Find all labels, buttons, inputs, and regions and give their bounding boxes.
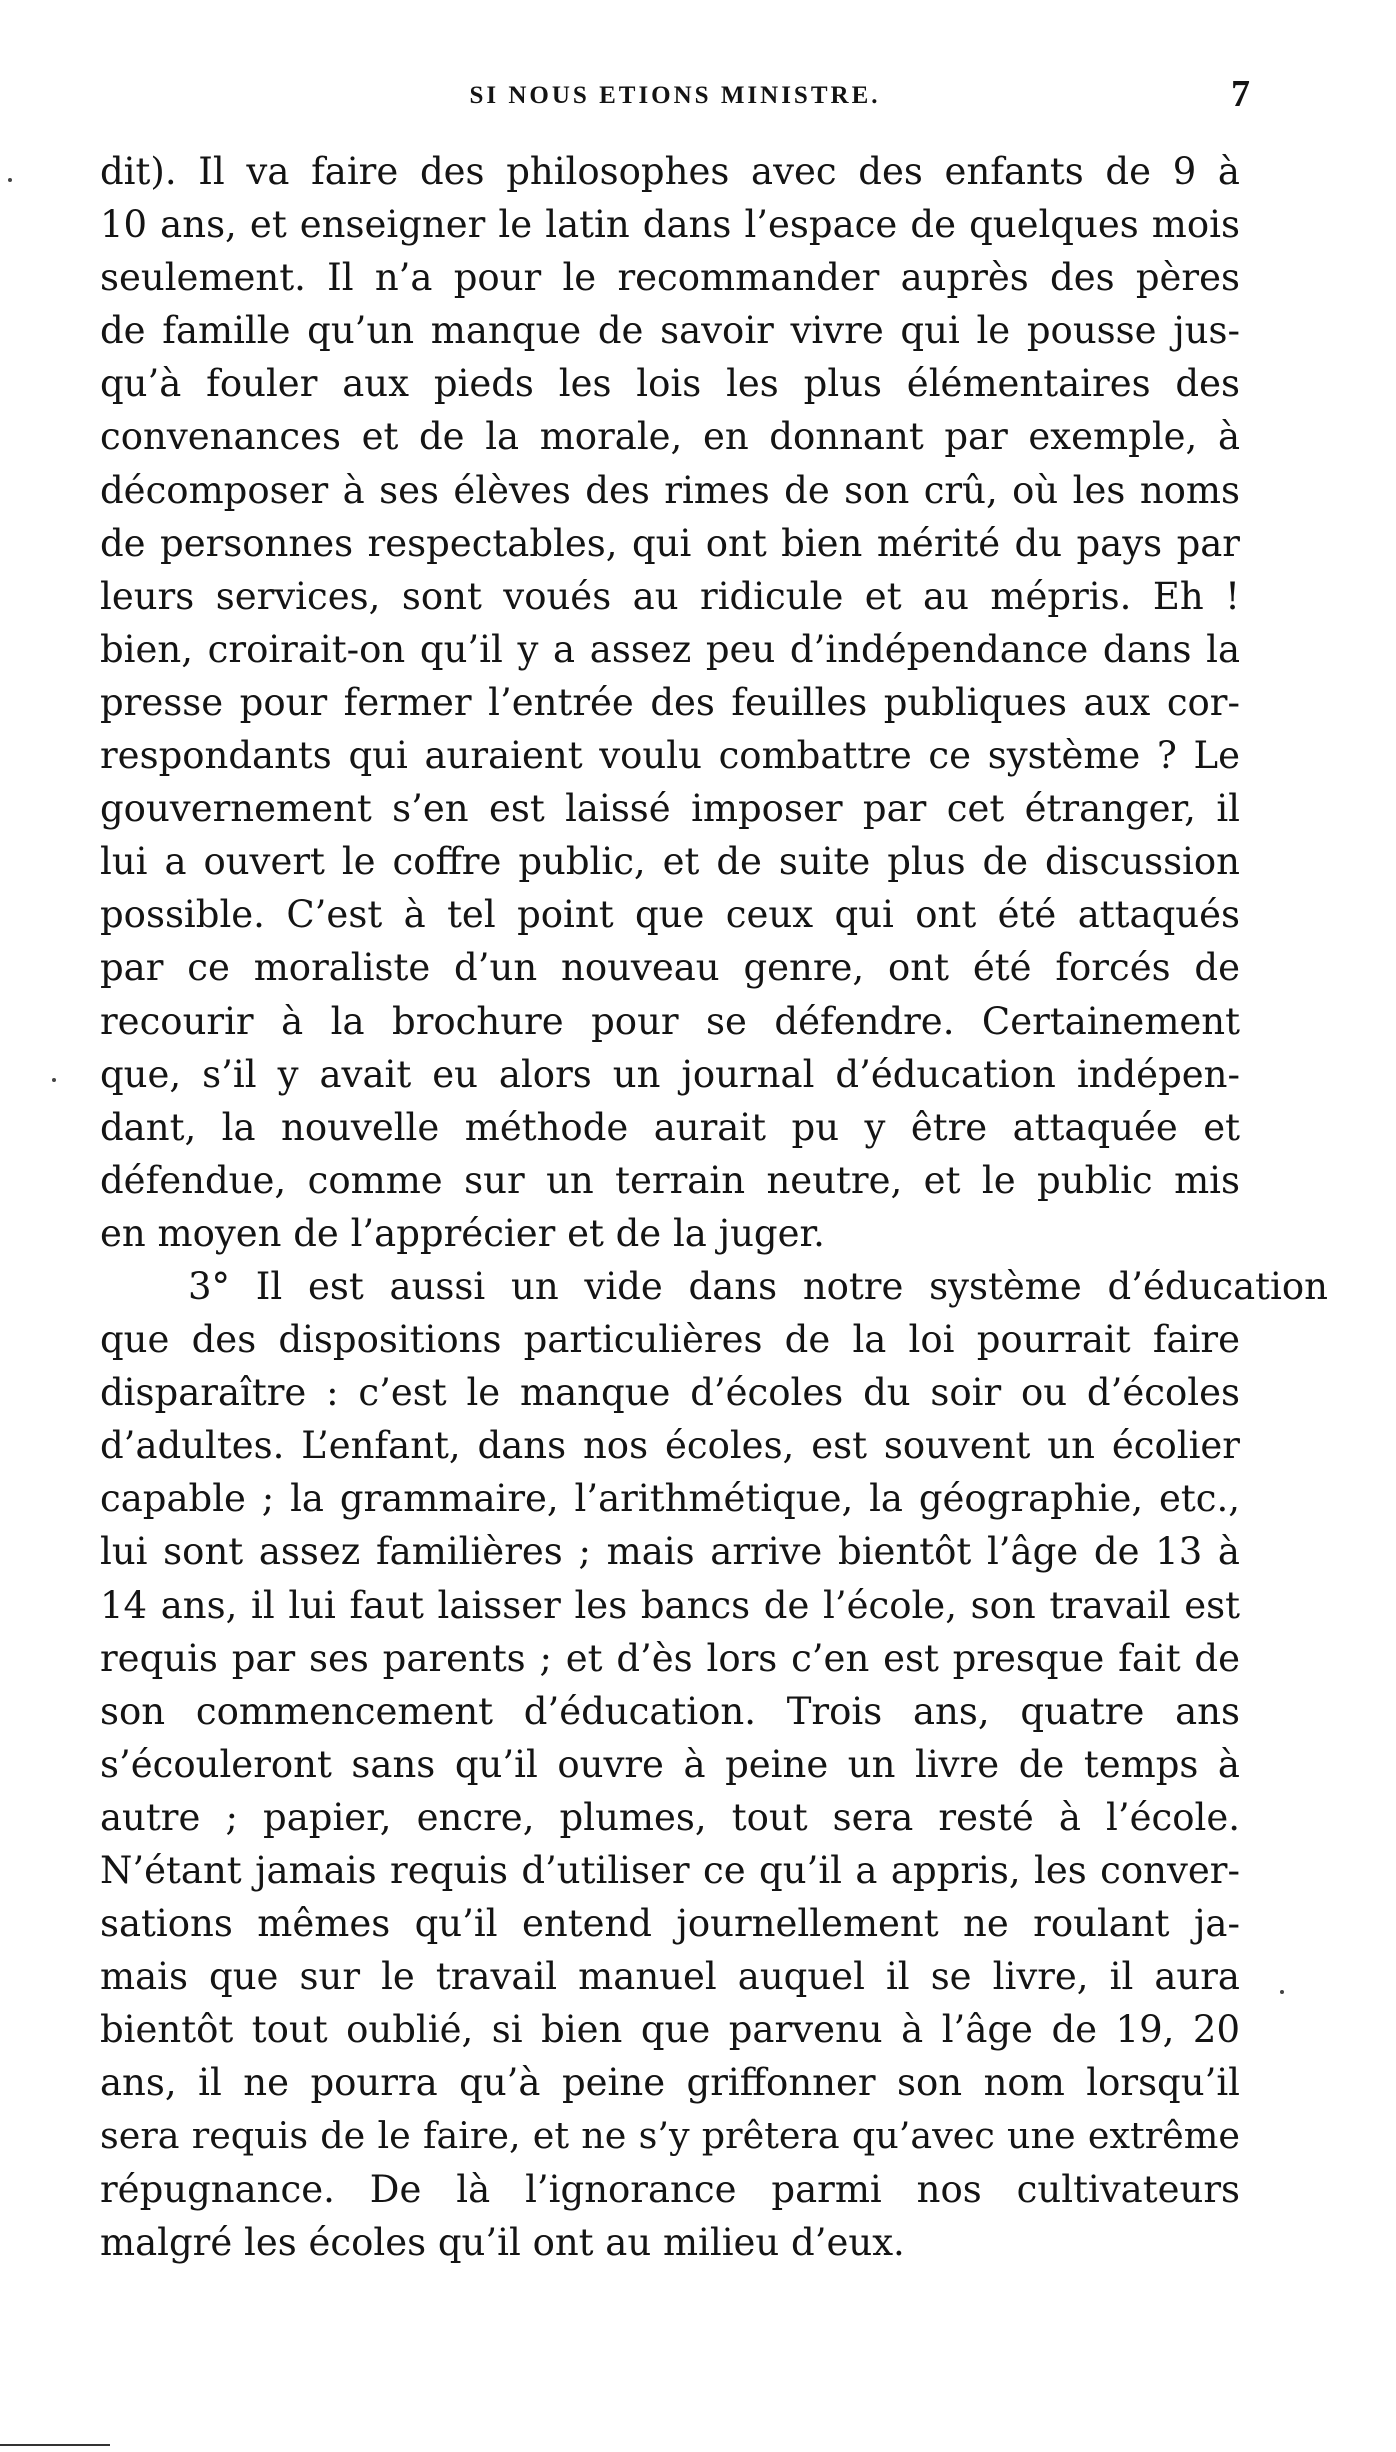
text-line: possible. C’est à tel point que ceux qui ont été attaqués <box>100 893 1240 937</box>
text-line: bien, croirait-on qu’il y a assez peu d’indépendance dans la <box>100 627 1240 671</box>
text-line: qu’à fouler aux pieds les lois les plus élémentaires des <box>100 362 1240 406</box>
paragraph <box>100 145 1240 1260</box>
running-head <box>100 68 1250 128</box>
text-line: bientôt tout oublié, si bien que parvenu à l’âge de 19, 20 <box>100 2008 1240 2052</box>
text-line: N’étant jamais requis d’utiliser ce qu’il a appris, les conver- <box>100 1849 1240 1892</box>
text-line: que des dispositions particulières de la loi pourrait faire <box>100 1318 1240 1362</box>
text-line: convenances et de la morale, en donnant par exemple, à <box>100 415 1240 459</box>
text-line: respondants qui auraient voulu combattre ce système ? Le <box>100 734 1240 778</box>
text-line: 10 ans, et enseigner le latin dans l’espace de quelques mois <box>100 203 1240 247</box>
text-line: que, s’il y avait eu alors un journal d’éducation indépen- <box>100 1052 1240 1096</box>
text-line: d’adultes. L’enfant, dans nos écoles, est souvent un écolier <box>100 1424 1240 1468</box>
text-line: décomposer à ses élèves des rimes de son crû, où les noms <box>100 468 1240 512</box>
text-line: recourir à la brochure pour se défendre. Certainement <box>100 999 1240 1043</box>
text-line: dant, la nouvelle méthode aurait pu y être attaquée et <box>100 1105 1240 1149</box>
margin-speck <box>52 1078 56 1082</box>
text-line: ans, il ne pourra qu’à peine griffonner son nom lorsqu’il <box>100 2061 1240 2105</box>
page-number: 7 <box>1231 73 1250 115</box>
margin-speck <box>1280 1990 1284 1994</box>
text-line: seulement. Il n’a pour le recommander auprès des pères <box>100 256 1240 300</box>
text-line: 3° Il est aussi un vide dans notre système d’éducation <box>188 1264 1328 1308</box>
text-line: disparaître : c’est le manque d’écoles du soir ou d’écoles <box>100 1371 1240 1415</box>
text-line: lui a ouvert le coffre public, et de suite plus de discussion <box>100 840 1240 884</box>
text-line: son commencement d’éducation. Trois ans, quatre ans <box>100 1689 1240 1733</box>
text-line: malgré les écoles qu’il ont au milieu d’eux. <box>100 2220 905 2264</box>
text-line: par ce moraliste d’un nouveau genre, ont été forcés de <box>100 946 1240 990</box>
text-line: de personnes respectables, qui ont bien mérité du pays par <box>100 521 1240 565</box>
body-text <box>100 145 1328 2269</box>
text-line: gouvernement s’en est laissé imposer par cet étranger, il <box>100 787 1240 831</box>
text-line: sations mêmes qu’il entend journellement ne roulant ja- <box>100 1902 1240 1946</box>
text-line: 14 ans, il lui faut laisser les bancs de l’école, son travail est <box>100 1583 1240 1627</box>
text-line: en moyen de l’apprécier et de la juger. <box>100 1211 825 1255</box>
text-line: répugnance. De là l’ignorance parmi nos cultivateurs <box>100 2167 1240 2211</box>
text-line: s’écouleront sans qu’il ouvre à peine un livre de temps à <box>100 1742 1240 1786</box>
margin-speck <box>8 178 12 182</box>
text-line: dit). Il va faire des philosophes avec des enfants de 9 à <box>100 150 1240 193</box>
bottom-edge-rule <box>0 2444 110 2446</box>
text-line: défendue, comme sur un terrain neutre, et le public mis <box>100 1158 1240 1202</box>
paragraph <box>100 1260 1328 2269</box>
text-line: requis par ses parents ; et d’ès lors c’en est presque fait de <box>100 1636 1240 1680</box>
text-line: sera requis de le faire, et ne s’y prêtera qu’avec une extrême <box>100 2114 1240 2158</box>
text-line: de famille qu’un manque de savoir vivre qui le pousse jus- <box>100 309 1240 353</box>
text-line: mais que sur le travail manuel auquel il se livre, il aura <box>100 1955 1240 1999</box>
text-line: autre ; papier, encre, plumes, tout sera resté à l’école. <box>100 1795 1240 1839</box>
text-line: lui sont assez familières ; mais arrive bientôt l’âge de 13 à <box>100 1530 1240 1574</box>
text-line: presse pour fermer l’entrée des feuilles publiques aux cor- <box>100 680 1240 724</box>
text-line: leurs services, sont voués au ridicule et au mépris. Eh ! <box>100 574 1240 618</box>
running-title: SI NOUS ETIONS MINISTRE. <box>469 82 881 109</box>
text-line: capable ; la grammaire, l’arithmétique, la géographie, etc., <box>100 1477 1240 1521</box>
